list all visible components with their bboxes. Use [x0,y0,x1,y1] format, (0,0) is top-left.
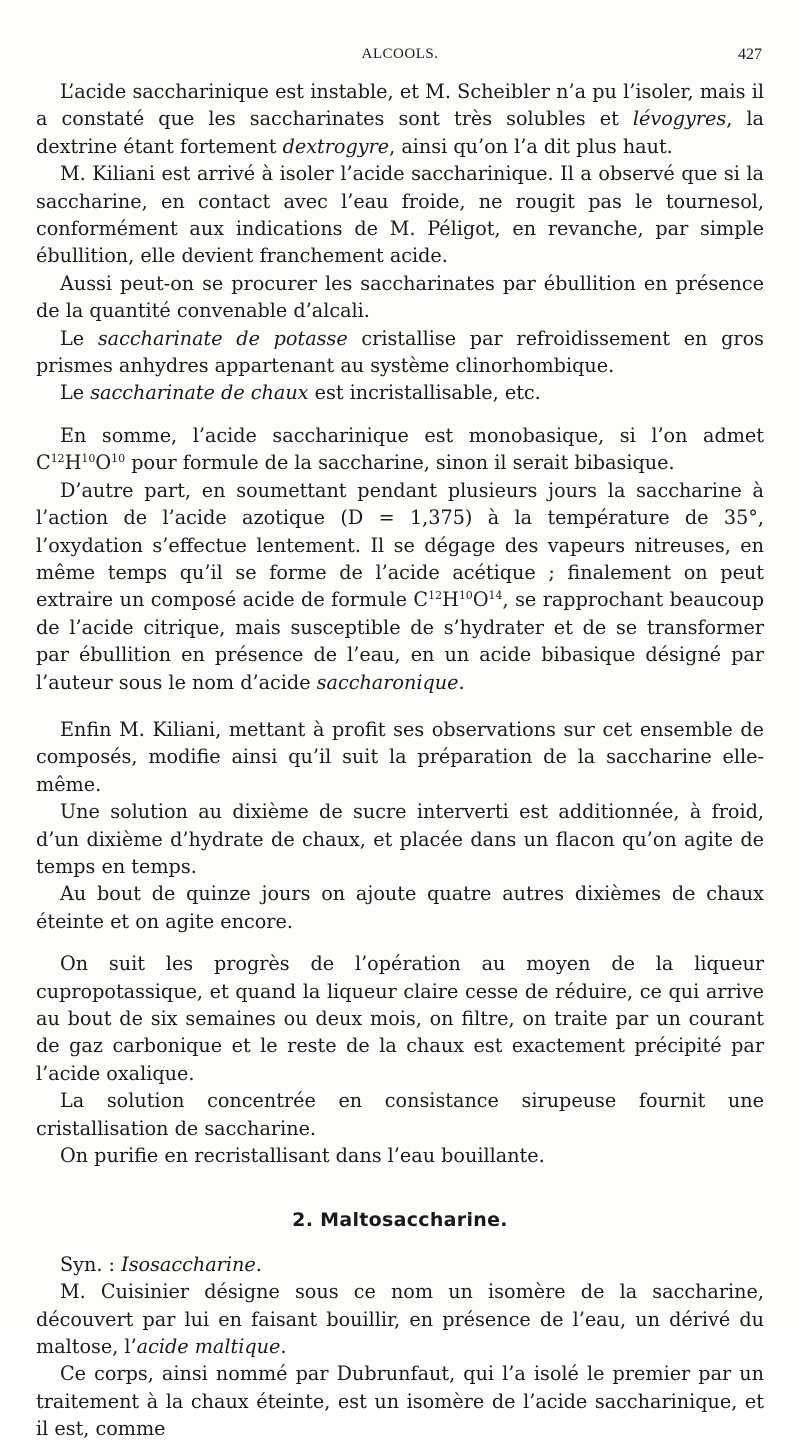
paragraph-11: On suit les progrès de l’opération au moyen de la liqueur cupropotassique, et quand la liqueur claire cesse de réduire, ce qui arrive au bout de six semaines ou deux mois, on filtre, on traite par un courant de gaz carbonique et le reste de la chaux est exactement précipité par l’acide oxalique. [36,952,764,1085]
paragraph-8: Enfin M. Kiliani, mettant à profit ses observations sur cet ensemble de composés, modifie ainsi qu’il suit la préparation de la saccharine elle-même. [36,717,764,796]
page-body [36,78,764,1443]
paragraph-3: Aussi peut-on se procurer les saccharinates par ébullition en présence de la quantité convenable d’alcali. [36,271,764,323]
section-heading: 2. Maltosaccharine. [292,1209,508,1232]
paragraph-6: En somme, l’acide saccharinique est monobasique, si l’on admet $C^{12}H^{10}O^{10}$ pour formule de la saccharine, sinon il serait bibasique. [36,423,764,475]
paragraph-9: Une solution au dixième de sucre interverti est additionnée, à froid, d’un dixième d’hydrate de chaux, et placée dans un flacon qu’on agite de temps en temps. [36,800,764,878]
paragraph-13: On purifie en recristallisant dans l’eau bouillante. [60,1144,545,1168]
paragraph-1: L’acide saccharinique est instable, et M. Scheibler n’a pu l’isoler, mais il a constaté que les saccharinates sont très solubles et lévogyres, la dextrine étant fortement dextrogyre, ainsi qu’on l’a dit plus haut. [36,80,764,158]
paragraph-12: La solution concentrée en consistance sirupeuse fournit une cristallisation de saccharine. [36,1089,764,1140]
page-number: 427 [738,46,762,63]
running-title: ALCOOLS. [361,46,439,62]
paragraph-2: M. Kiliani est arrivé à isoler l’acide saccharinique. Il a observé que si la saccharine, en contact avec l’eau froide, ne rougit pas le tournesol, conformément aux indications de M. Péligot, en revanche, par simple ébullition, elle devient franchement acide. [36,162,764,268]
paragraph-4: Le saccharinate de potasse cristallise par refroidissement en gros prismes anhydres appartenant au système clinorhombique. [36,326,764,378]
paragraph-15: Ce corps, ainsi nommé par Dubrunfaut, qui l’a isolé le premier par un traitement à la chaux éteinte, est un isomère de l’acide saccharinique, et il est, comme [36,1362,764,1441]
paragraph-7: D’autre part, en soumettant pendant plusieurs jours la saccharine à l’action de l’acide azotique (D = 1,375) à la température de 35°, l’oxydation s’effectue lentement. Il se dégage des vapeurs nitreuses, en même temps qu’il se forme de l’acide acétique ; finalement on peut extraire un composé acide de formule $C^{12}H^{10}O^{14}$, se rapprochant beaucoup de l’acide citrique, mais susceptible de s’hydrater et de se transformer par ébullition en présence de l’eau, en un acide bibasique désigné par l’auteur sous le nom d’acide saccharonique. [36,478,764,694]
page-header [0,44,800,70]
synonym-line: Syn. : Isosaccharine. [60,1252,262,1276]
paragraph-5: Le saccharinate de chaux est incristallisable, etc. [60,381,541,405]
paragraph-14: M. Cuisinier désigne sous ce nom un isomère de la saccharine, découvert par lui en faisant bouillir, en présence de l’eau, un dérivé du maltose, l’acide maltique. [36,1280,764,1359]
paragraph-10: Au bout de quinze jours on ajoute quatre autres dixièmes de chaux éteinte et on agite encore. [36,882,764,933]
